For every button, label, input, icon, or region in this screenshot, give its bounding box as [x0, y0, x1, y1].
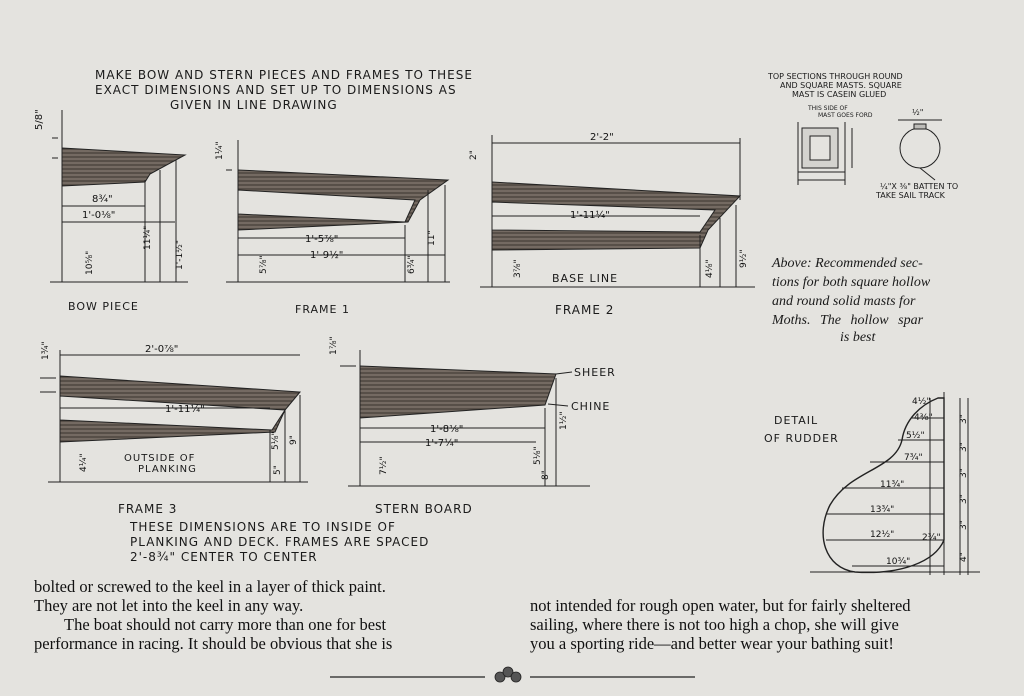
frame2-dim-4: 3⅞" — [513, 259, 523, 278]
rudder-w4: 7¾" — [904, 453, 923, 463]
mast-sections-drawing — [798, 120, 942, 185]
frame3-dim-7: 9" — [289, 435, 299, 445]
masts-batten-1: ¼"X ⅜" BATTEN TO — [880, 182, 959, 191]
bow-dim-1: 5/8" — [34, 109, 45, 130]
body-right-2: sailing, where there is not too high a chop, she will give — [530, 615, 899, 634]
frame1-dim-1: 1¼" — [215, 141, 225, 160]
rudder-h6: 4" — [959, 552, 969, 562]
body-left-2: They are not let into the keel in any way. — [34, 596, 304, 615]
frame3-dim-5: 5⅛" — [271, 431, 281, 450]
rudder-w7: 12½" — [870, 530, 895, 540]
frame1-dim-3: 1'-9½" — [310, 250, 344, 261]
stern-dim-4: 7½" — [379, 456, 389, 475]
masts-title-2: AND SQUARE MASTS. SQUARE — [780, 81, 902, 90]
masts-caption-2: tions for both square hollow — [772, 275, 931, 290]
bow-dim-4: 10⅝" — [85, 250, 95, 275]
stern-dim-6: 8" — [541, 470, 551, 480]
rudder-h3: 3" — [959, 468, 969, 478]
bow-piece-label: BOW PIECE — [68, 300, 139, 313]
stern-board-label: STERN BOARD — [375, 502, 473, 516]
masts-side-1: THIS SIDE OF — [808, 105, 848, 112]
frame2-dim-1: 2'-2" — [590, 132, 614, 143]
stern-dim-3: 1'-7¼" — [425, 438, 459, 449]
masts-title-1: TOP SECTIONS THROUGH ROUND — [768, 72, 903, 81]
frame-2-label: FRAME 2 — [555, 303, 615, 317]
rudder-w6: 13¾" — [870, 505, 895, 515]
chine-label: CHINE — [571, 400, 611, 413]
frame1-dim-6: 11" — [427, 230, 437, 246]
stern-dim-5: 5⅛" — [533, 446, 543, 465]
frame-3-label: FRAME 3 — [118, 502, 178, 516]
body-right-1: not intended for rough open water, but for fairly sheltered — [530, 596, 911, 615]
frame2-dim-5: 4⅛" — [705, 259, 715, 278]
body-right-3: you a sporting ride—and better wear your bathing suit! — [530, 634, 894, 653]
frame3-dim-1: 2'-0⅞" — [145, 344, 179, 355]
note-line-1: THESE DIMENSIONS ARE TO INSIDE OF — [130, 520, 396, 534]
stern-dim-2: 1'-8⅛" — [430, 424, 464, 435]
frame1-dim-2: 1'-5⅞" — [305, 234, 339, 245]
bow-dim-3: 1'-0⅛" — [82, 210, 116, 221]
body-left-1: bolted or screwed to the keel in a layer of thick paint. — [34, 577, 386, 596]
note-line-3: 2'-8¾" CENTER TO CENTER — [130, 550, 318, 564]
masts-caption-1: Above: Recommended sec- — [772, 256, 923, 271]
masts-caption-4: Moths. The hollow spar — [772, 313, 924, 328]
frame2-dim-3: 1'-11¼" — [570, 210, 610, 221]
rudder-h2: 3" — [959, 442, 969, 452]
rudder-h5: 3" — [959, 520, 969, 530]
body-left-4: performance in racing. It should be obvious that she is — [34, 634, 393, 653]
frame2-dim-2: 2" — [469, 150, 479, 160]
bow-dim-5: 11¼" — [143, 225, 153, 250]
bow-dim-6: 1'-1½" — [175, 239, 185, 270]
rudder-v1: 2¾" — [922, 533, 941, 543]
frame3-dim-3: 1¾" — [41, 341, 51, 360]
frame3-dim-2: 1'-11¼" — [165, 404, 205, 415]
rudder-h1: 3" — [959, 414, 969, 424]
body-left-3: The boat should not carry more than one for best — [64, 615, 387, 634]
frame3-dim-4: 4¼" — [79, 453, 89, 472]
frame-1-label: FRAME 1 — [295, 303, 350, 316]
masts-side-2: MAST GOES FORD — [818, 112, 873, 119]
bow-piece-drawing — [50, 110, 188, 282]
frame1-dim-5: 6¾" — [407, 255, 417, 274]
stern-dim-1: 1⅞" — [329, 336, 339, 355]
bow-dim-2: 8¾" — [92, 194, 113, 205]
rudder-w5: 11¾" — [880, 480, 905, 490]
frame1-dim-4: 5⅞" — [259, 255, 269, 274]
header-line-2: EXACT DIMENSIONS AND SET UP TO DIMENSIONS AS — [95, 83, 457, 97]
outside-planking-2: PLANKING — [138, 464, 197, 475]
rudder-w1: 4½" — [912, 397, 931, 407]
shell-ornament — [495, 667, 521, 682]
header-line-1: MAKE BOW AND STERN PIECES AND FRAMES TO THESE — [95, 68, 473, 82]
masts-caption-5: is best — [840, 330, 876, 345]
note-line-2: PLANKING AND DECK. FRAMES ARE SPACED — [130, 535, 430, 549]
masts-caption-3: and round solid masts for — [772, 294, 916, 309]
header-line-3: GIVEN IN LINE DRAWING — [170, 98, 338, 112]
masts-title-3: MAST IS CASEIN GLUED — [792, 90, 887, 99]
outside-planking-1: OUTSIDE OF — [124, 453, 196, 464]
frame3-dim-6: 5" — [273, 465, 283, 475]
stern-dim-7: 1½" — [559, 411, 569, 430]
rudder-label-1: DETAIL — [774, 414, 819, 427]
masts-batten-2: TAKE SAIL TRACK — [876, 191, 945, 200]
frame2-dim-6: 9½" — [739, 249, 749, 268]
sheer-label: SHEER — [574, 366, 616, 379]
rudder-h4: 3" — [959, 494, 969, 504]
rudder-w3: 5½" — [906, 431, 925, 441]
base-line-label: BASE LINE — [552, 272, 619, 285]
rudder-w8: 10¾" — [886, 557, 911, 567]
masts-half: ½" — [912, 108, 924, 117]
rudder-label-2: OF RUDDER — [764, 432, 839, 445]
stern-board-drawing — [340, 350, 590, 486]
rudder-w2: 4⅜" — [914, 413, 933, 423]
